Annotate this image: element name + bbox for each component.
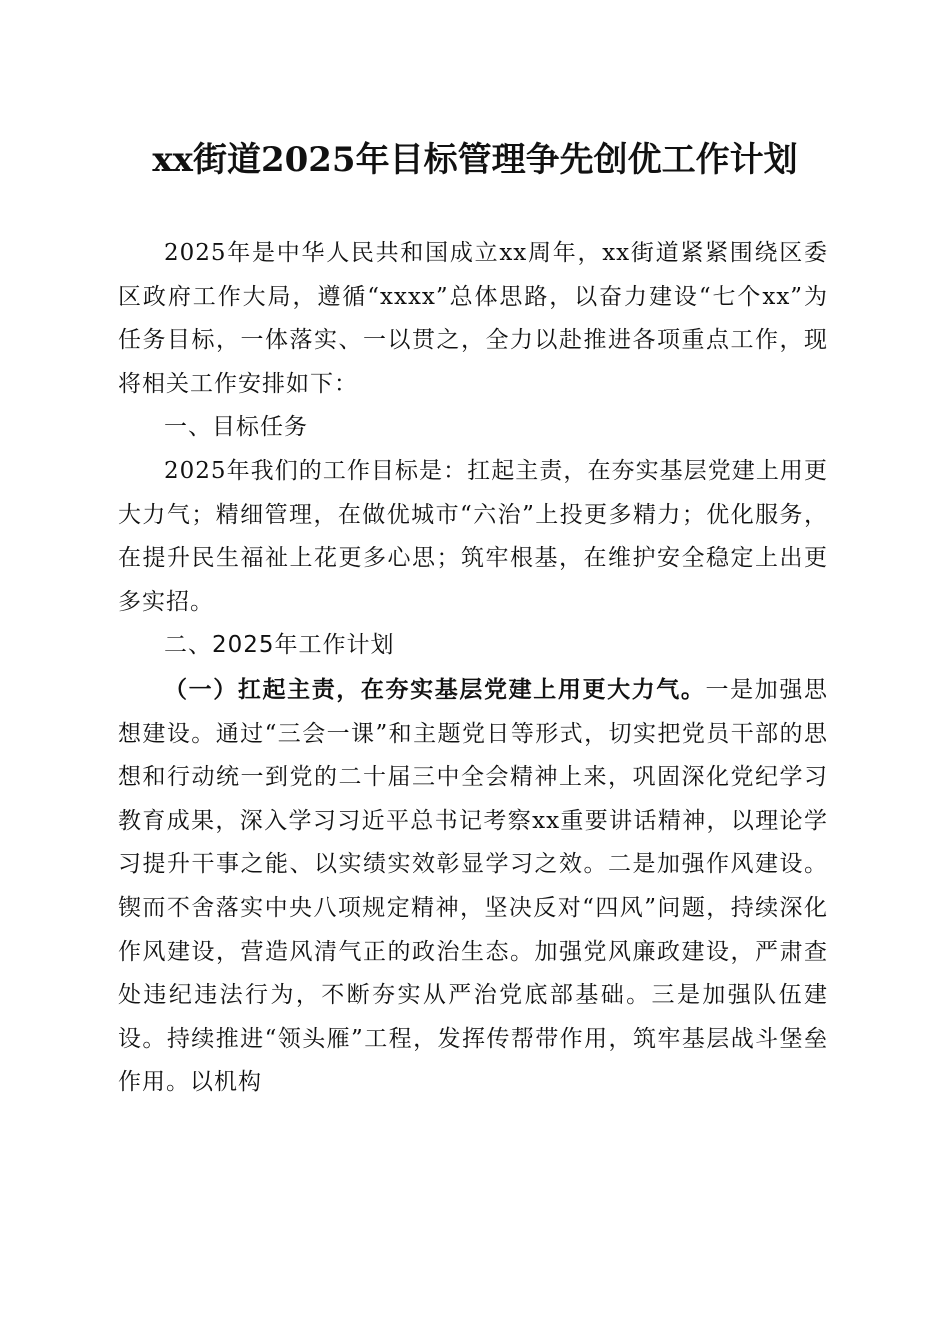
- goals-paragraph: 2025年我们的工作目标是：扛起主责，在夯实基层党建上用更大力气；精细管理，在做优城市“六治”上投更多精力；优化服务，在提升民生福祉上花更多心思；筑牢根基，在维护安全稳定上出更多实招。: [118, 457, 828, 615]
- document-body: [118, 232, 828, 1105]
- document-title: xx街道2025年目标管理争先创优工作计划: [152, 140, 798, 180]
- section-heading-plan: 二、2025年工作计划: [164, 632, 395, 659]
- plan-item-lead: （一）扛起主责，在夯实基层党建上用更大力气。: [164, 675, 706, 703]
- section-heading-goals: 一、目标任务: [164, 414, 308, 441]
- plan-item-paragraph: [118, 668, 828, 1105]
- plan-item-text: 一是加强思想建设。通过“三会一课”和主题党日等形式，切实把党员干部的思想和行动统一到党的二十届三中全会精神上来，巩固深化党纪学习教育成果，深入学习习近平总书记考察xx重要讲话精神，以理论学习提升干事之能、以实绩实效彰显学习之效。二是加强作风建设。锲而不舍落实中央八项规定精神，坚决反对“四风”问题，持续深化作风建设，营造风清气正的政治生态。加强党风廉政建设，严肃查处违纪违法行为，不断夯实从严治党底部基础。三是加强队伍建设。持续推进“领头雁”工程，发挥传帮带作用，筑牢基层战斗堡垒作用。以机构: [118, 676, 829, 1096]
- intro-paragraph: 2025年是中华人民共和国成立xx周年，xx街道紧紧围绕区委区政府工作大局，遵循“xxxx”总体思路，以奋力建设“七个xx”为任务目标，一体落实、一以贯之，全力以赴推进各项重点工作，现将相关工作安排如下：: [118, 240, 828, 397]
